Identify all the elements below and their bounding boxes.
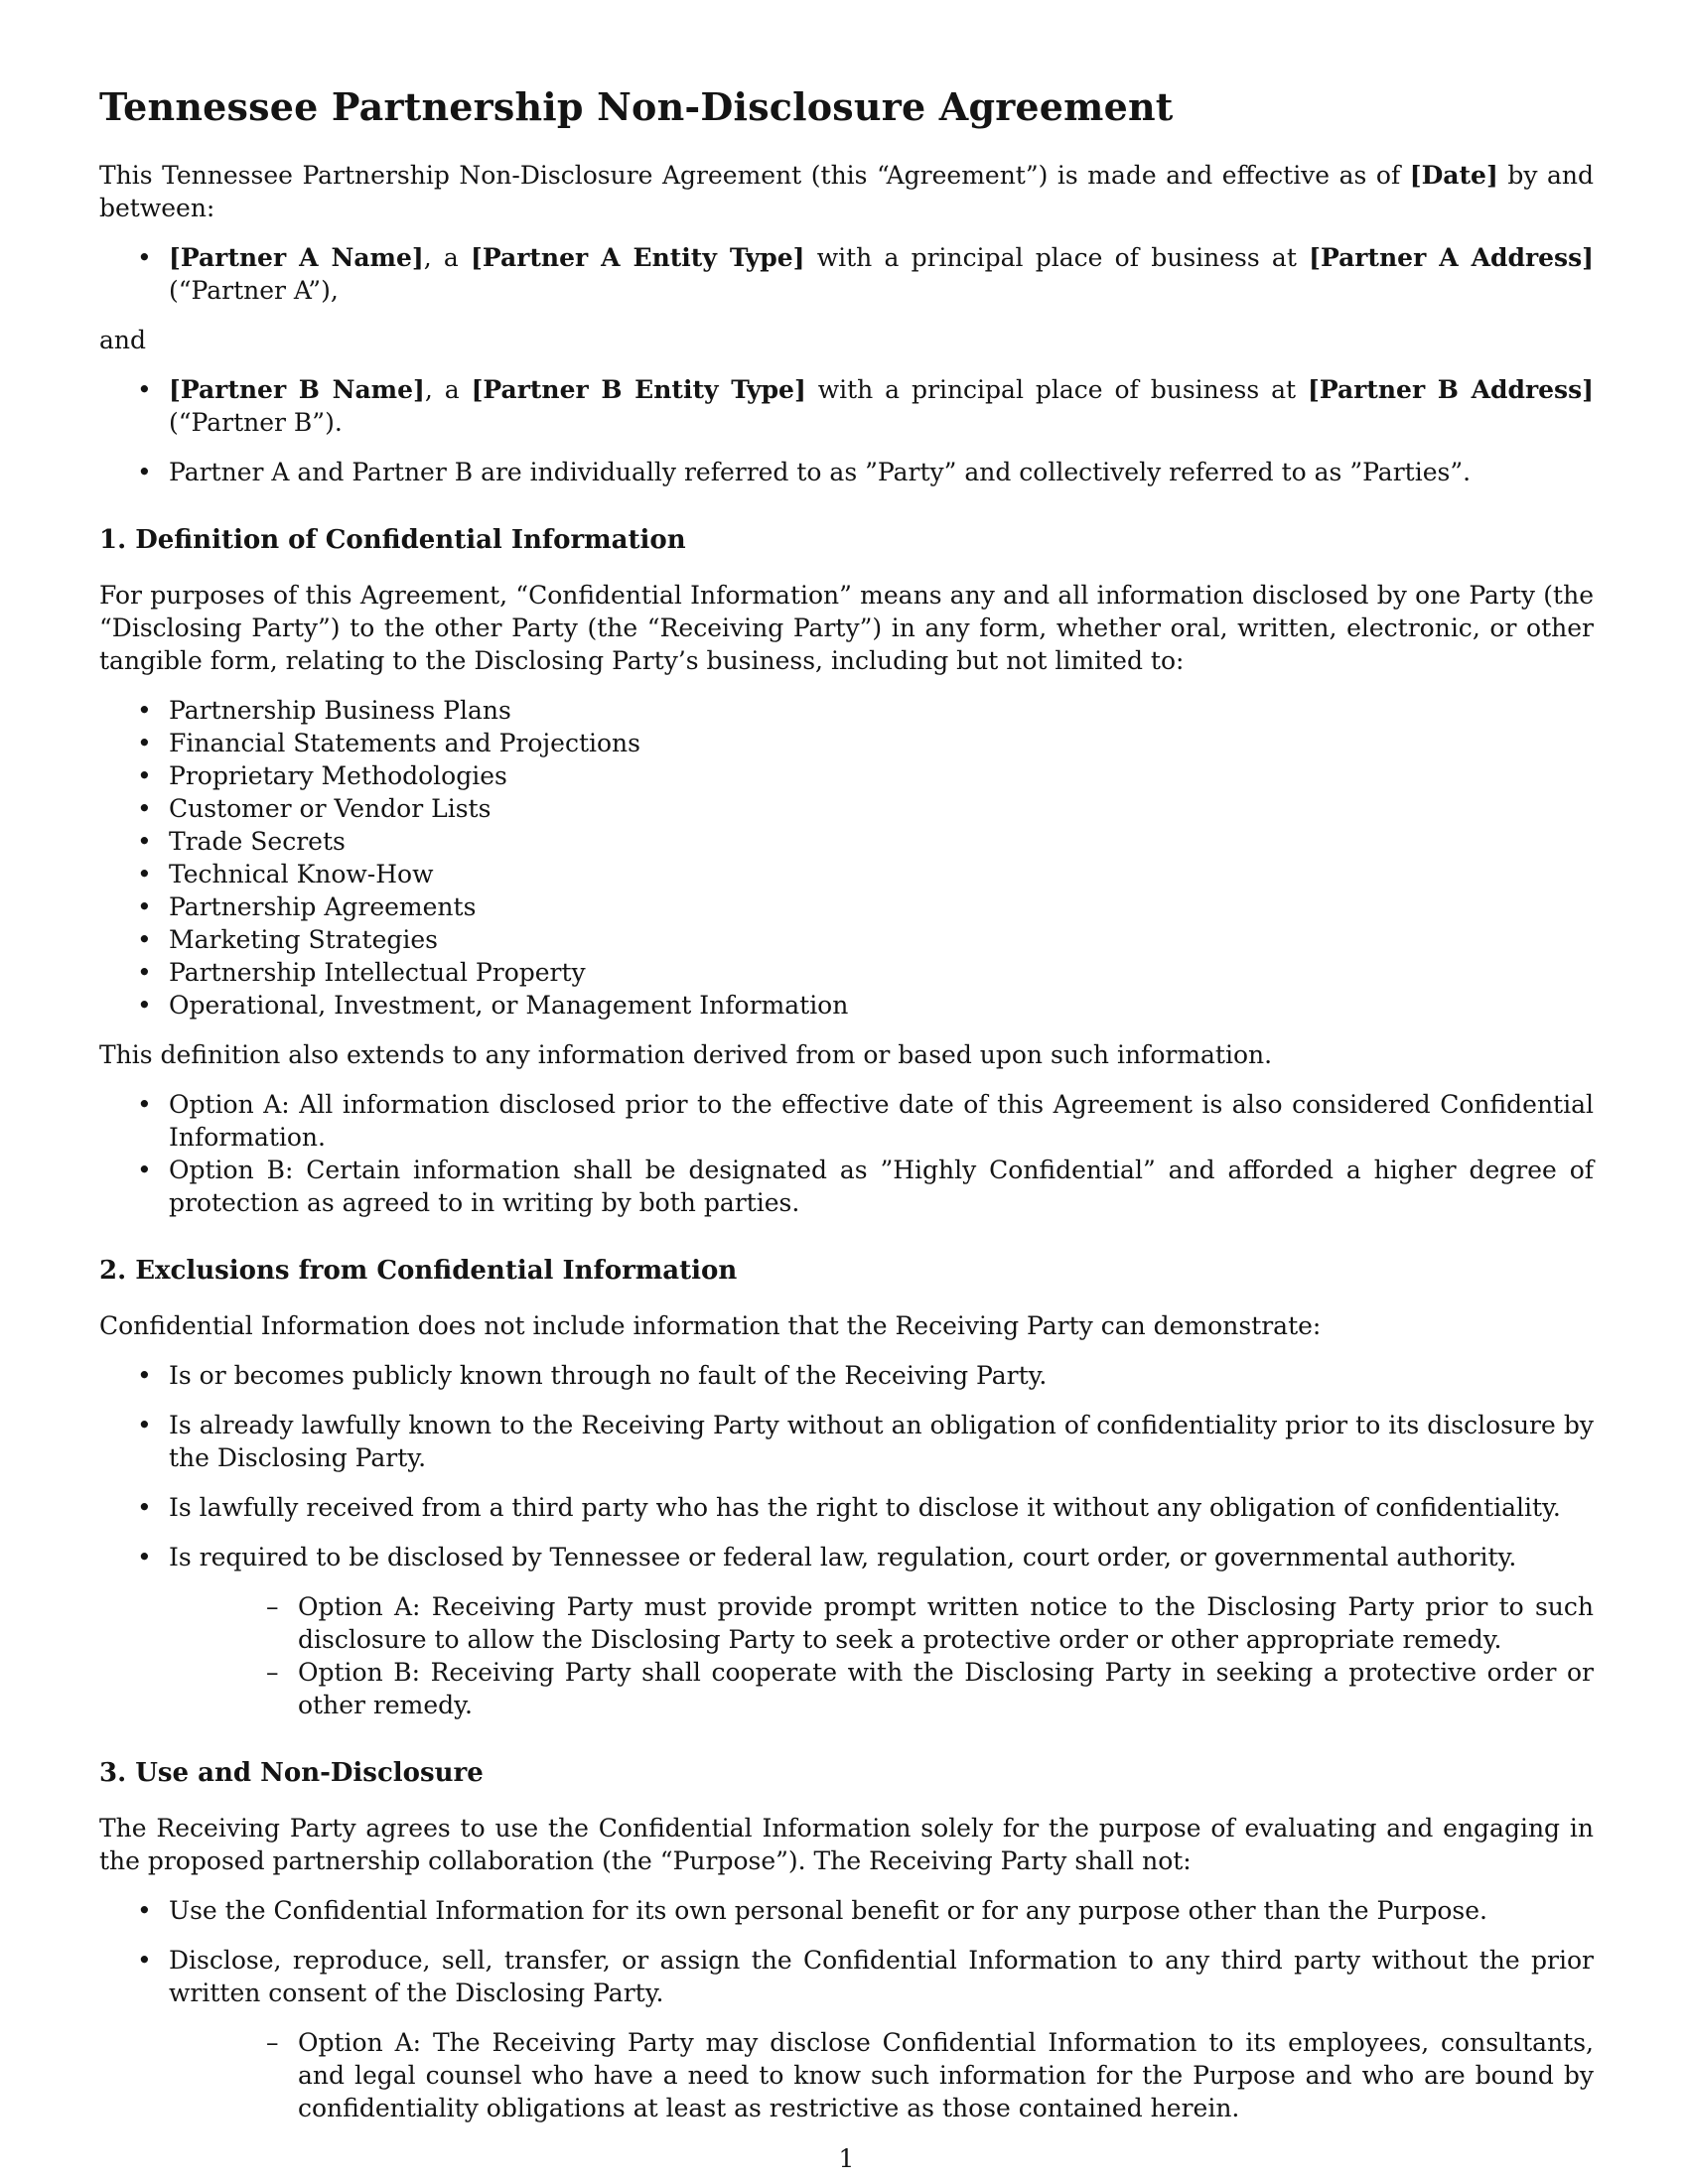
list-item [99, 1944, 1594, 2124]
partner-b-connector-2: with a principal place of business at [805, 375, 1308, 404]
partner-b-name: [Partner B Name] [169, 375, 425, 404]
list-item: • Marketing Strategies [99, 923, 1594, 956]
section-2-paragraph: Confidential Information does not include information that the Receiving Party can demonstrate: [99, 1311, 1322, 1340]
intro-text-end: by and between: [99, 161, 1595, 222]
list-item: • Proprietary Methodologies [99, 759, 1594, 792]
exclusions-sublist [169, 1590, 1594, 1721]
parties-note: • Partner A and Partner B are individually referred to as ”Party” and collectively referred to as ”Parties”. [99, 456, 1594, 488]
confidential-info-list [99, 694, 1594, 1022]
partner-a-label: (“Partner A”), [169, 276, 339, 305]
use-restrictions-sublist [169, 2026, 1594, 2124]
partner-a-name: [Partner A Name] [169, 243, 424, 272]
list-item-text: Is required to be disclosed by Tennessee or federal law, regulation, court order, or governmental authority. [169, 1543, 1517, 1571]
partner-a-item [99, 241, 1594, 307]
list-item: • Partnership Intellectual Property [99, 956, 1594, 989]
partner-a-address: [Partner A Address] [1309, 243, 1595, 272]
option-a-item: • Option A: All information disclosed prior to the effective date of this Agreement is also considered Confidential Information. [99, 1088, 1594, 1154]
partner-b-entity: [Partner B Entity Type] [471, 375, 806, 404]
list-item: • Is or becomes publicly known through no fault of the Receiving Party. [99, 1359, 1594, 1392]
sub-list-item: – Option B: Receiving Party shall cooperate with the Disclosing Party in seeking a protective order or other remedy. [169, 1656, 1594, 1721]
use-restrictions-list [99, 1894, 1594, 2124]
page-number: 1 [838, 2144, 855, 2173]
list-item-text: Disclose, reproduce, sell, transfer, or assign the Confidential Information to any third party without the prior written consent of the Disclosing Party. [169, 1946, 1594, 2007]
date-placeholder: [Date] [1409, 161, 1498, 190]
partner-b-address: [Partner B Address] [1307, 375, 1595, 404]
intro-paragraph [99, 159, 1594, 224]
document-body [99, 159, 1594, 2124]
list-item: • Financial Statements and Projections [99, 727, 1594, 759]
partner-a-connector-2: with a principal place of business at [804, 243, 1310, 272]
document-page [99, 0, 1594, 2184]
partner-b-list [99, 373, 1594, 488]
sub-list-item: – Option A: The Receiving Party may disclose Confidential Information to its employees, consultants, and legal counsel who have a need to know such information for the Purpose and who are bound by confidentiality obligations at least as restrictive as those contained herein. [169, 2026, 1594, 2124]
list-item: • Is already lawfully known to the Receiving Party without an obligation of confidentiality prior to its disclosure by the Disclosing Party. [99, 1409, 1594, 1474]
list-item: • Trade Secrets [99, 825, 1594, 858]
document-title: Tennessee Partnership Non-Disclosure Agreement [99, 84, 1174, 129]
partner-b-item [99, 373, 1594, 439]
section-1-paragraph: For purposes of this Agreement, “Confidential Information” means any and all information disclosed by one Party (the “Disclosing Party”) to the other Party (the “Receiving Party”) in any form, whether oral, written, electronic, or other tangible form, relating to the Disclosing Party’s business, including but not limited to: [99, 581, 1594, 675]
partner-b-label: (“Partner B”). [169, 408, 343, 437]
list-item: • Use the Confidential Information for its own personal benefit or for any purpose other than the Purpose. [99, 1894, 1594, 1927]
and-connector: and [99, 326, 147, 354]
list-item: • Operational, Investment, or Management Information [99, 989, 1594, 1022]
partner-a-connector: , a [423, 243, 472, 272]
section-1-extension: This definition also extends to any information derived from or based upon such information. [99, 1040, 1273, 1069]
intro-text: This Tennessee Partnership Non-Disclosure Agreement (this “Agreement”) is made and effective as of [99, 161, 1410, 190]
list-item [99, 1541, 1594, 1721]
section-3-heading: 3. Use and Non-Disclosure [99, 1758, 484, 1788]
list-item: • Technical Know-How [99, 858, 1594, 890]
option-b-item: • Option B: Certain information shall be designated as ”Highly Confidential” and afforded a higher degree of protection as agreed to in writing by both parties. [99, 1154, 1594, 1219]
list-item: • Partnership Business Plans [99, 694, 1594, 727]
list-item: • Customer or Vendor Lists [99, 792, 1594, 825]
exclusions-list [99, 1359, 1594, 1721]
section-1-options [99, 1088, 1594, 1219]
sub-list-item: – Option A: Receiving Party must provide prompt written notice to the Disclosing Party prior to such disclosure to allow the Disclosing Party to seek a protective order or other appropriate remedy. [169, 1590, 1594, 1656]
list-item: • Partnership Agreements [99, 890, 1594, 923]
list-item: • Is lawfully received from a third party who has the right to disclose it without any obligation of confidentiality. [99, 1491, 1594, 1524]
partner-b-connector: , a [424, 375, 472, 404]
partner-a-list [99, 241, 1594, 307]
partner-a-entity: [Partner A Entity Type] [471, 243, 805, 272]
section-1-heading: 1. Definition of Confidential Information [99, 525, 686, 555]
section-2-heading: 2. Exclusions from Confidential Information [99, 1256, 738, 1286]
section-3-paragraph: The Receiving Party agrees to use the Confidential Information solely for the purpose of evaluating and engaging in the proposed partnership collaboration (the “Purpose”). The Receiving Party shall not: [99, 1814, 1594, 1875]
